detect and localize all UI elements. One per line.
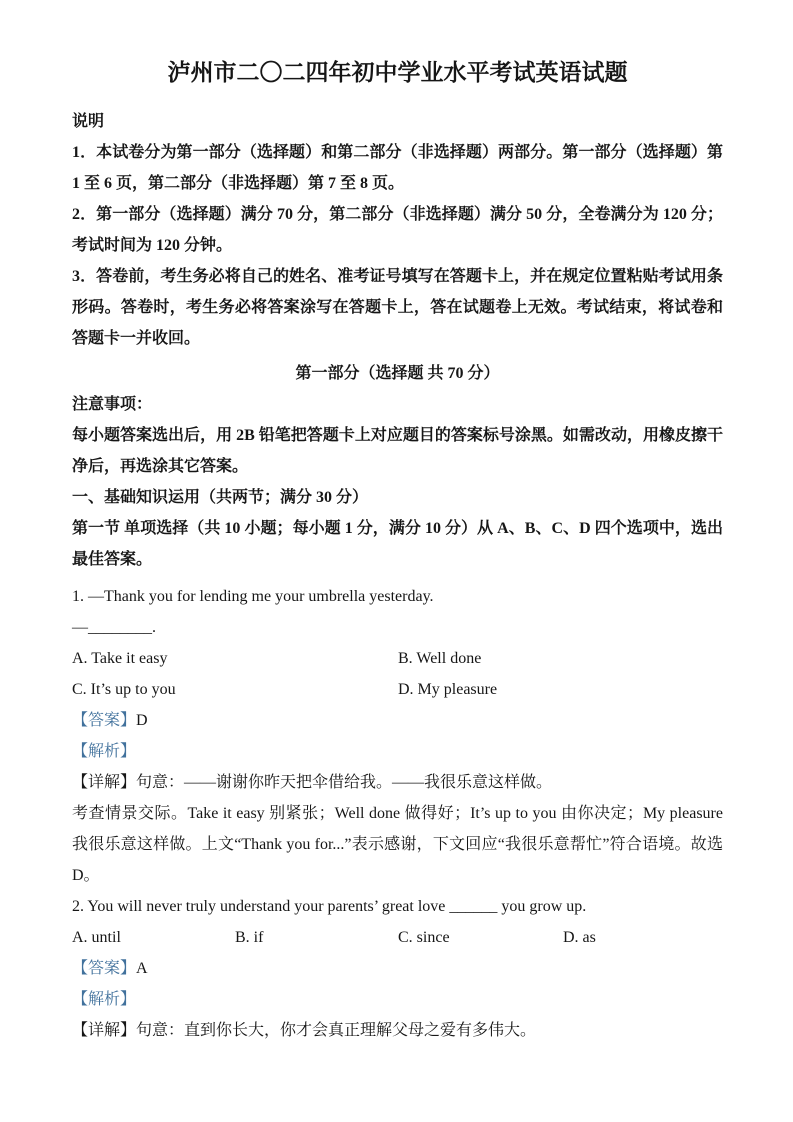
question-1-stem: 1. —Thank you for lending me your umbrella yesterday. bbox=[72, 588, 434, 605]
question-1-option-b: B. Well done bbox=[398, 650, 482, 667]
question-2-detail-1: 【详解】句意：直到你长大，你才会真正理解父母之爱有多伟大。 bbox=[72, 1022, 537, 1039]
instruction-item-2: 2．第一部分（选择题）满分 70 分，第二部分（非选择题）满分 50 分，全卷满分为 120 分；考试时间为 120 分钟。 bbox=[72, 206, 723, 254]
section-heading: 一、基础知识运用（共两节；满分 30 分） bbox=[72, 489, 369, 506]
question-1-detail-2: 考查情景交际。Take it easy 别紧张；Well done 做得好；It’s up to you 由你决定；My pleasure 我很乐意这样做。上文“Thank you for...”表示感谢，下文回应“我很乐意帮忙”符合语境。故选 D。 bbox=[72, 805, 723, 884]
question-2-option-b: B. if bbox=[235, 929, 264, 946]
question-1-answer-line bbox=[72, 705, 723, 736]
answer-tag: 【答案】 bbox=[72, 712, 137, 729]
answer-tag: 【答案】 bbox=[72, 960, 137, 977]
question-1-answer-value: D bbox=[136, 712, 148, 729]
question-2-answer-line bbox=[72, 953, 723, 984]
question-2-analysis-tag: 【解析】 bbox=[72, 991, 137, 1008]
part1-heading: 第一部分（选择题 共 70 分） bbox=[295, 365, 500, 382]
question-1-analysis-tag: 【解析】 bbox=[72, 743, 137, 760]
question-2-option-a: A. until bbox=[72, 929, 121, 946]
notice-text: 每小题答案选出后，用 2B 铅笔把答题卡上对应题目的答案标号涂黑。如需改动，用橡皮擦干净后，再选涂其它答案。 bbox=[72, 427, 723, 475]
question-1-option-d: D. My pleasure bbox=[398, 681, 498, 698]
instruction-item-1: 1．本试卷分为第一部分（选择题）和第二部分（非选择题）两部分。第一部分（选择题）第 1 至 6 页，第二部分（非选择题）第 7 至 8 页。 bbox=[72, 144, 723, 192]
question-2-options bbox=[72, 922, 723, 953]
question-1-option-c: C. It’s up to you bbox=[72, 681, 176, 698]
instructions-heading: 说明 bbox=[72, 113, 105, 130]
instruction-item-3: 3．答卷前，考生务必将自己的姓名、准考证号填写在答题卡上，并在规定位置粘贴考试用条形码。答卷时，考生务必将答案涂写在答题卡上，答在试题卷上无效。考试结束，将试卷和答题卡一并收回。 bbox=[72, 268, 723, 347]
question-1-reply-blank: —________. bbox=[72, 619, 156, 636]
question-1-option-a: A. Take it easy bbox=[72, 650, 168, 667]
page-title: 泸州市二〇二四年初中学业水平考试英语试题 bbox=[167, 60, 628, 85]
question-2-answer-value: A bbox=[136, 960, 148, 977]
question-2-option-c: C. since bbox=[398, 929, 450, 946]
question-1 bbox=[72, 581, 723, 891]
question-1-detail-1: 【详解】句意：——谢谢你昨天把伞借给我。——我很乐意这样做。 bbox=[72, 774, 553, 791]
question-2 bbox=[72, 891, 723, 1046]
subsection-heading: 第一节 单项选择（共 10 小题；每小题 1 分，满分 10 分）从 A、B、C、D 四个选项中，选出最佳答案。 bbox=[72, 520, 723, 568]
question-1-options bbox=[72, 643, 723, 705]
question-2-stem: 2. You will never truly understand your parents’ great love ______ you grow up. bbox=[72, 898, 587, 915]
notice-heading: 注意事项： bbox=[72, 396, 153, 413]
question-2-option-d: D. as bbox=[563, 929, 596, 946]
